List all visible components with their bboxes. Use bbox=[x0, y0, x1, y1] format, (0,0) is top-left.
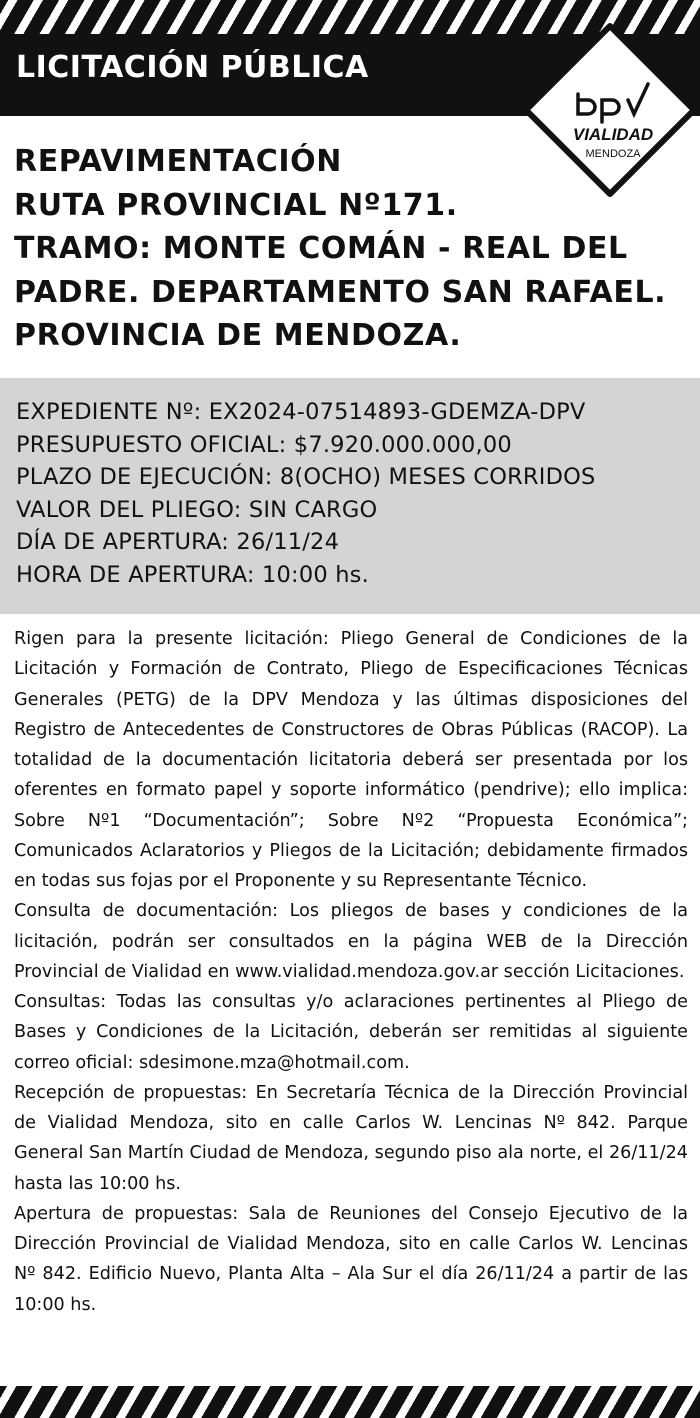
presupuesto-line: PRESUPUESTO OFICIAL: $7.920.000.000,00 bbox=[16, 431, 512, 458]
project-title-line: RUTA PROVINCIAL Nº171. bbox=[14, 187, 458, 223]
project-title-line: PROVINCIA DE MENDOZA. bbox=[14, 318, 462, 353]
logo-subname: MENDOZA bbox=[585, 148, 641, 160]
body-text bbox=[14, 624, 688, 1320]
hazard-stripe-bottom bbox=[0, 1386, 700, 1418]
logo-name: VIALIDAD bbox=[572, 125, 654, 144]
page-title: LICITACIÓN PÚBLICA bbox=[16, 50, 369, 85]
project-title-line: PADRE. DEPARTAMENTO SAN RAFAEL. bbox=[14, 274, 667, 310]
rigen-paragraph: Rigen para la presente licitación: Pliego General de Condiciones de la Licitación y Formación de Contrato, Pliego de Especificaciones Técnicas Generales (PETG) de la DPV Mendoza y las últimas disposiciones del Registro de Antecedentes de Constructores de Obras Públicas (RACOP). La totalidad de la documentación licitatoria deberá ser presentada por los oferentes en formato papel y soporte informático (pendrive); ello implica: Sobre Nº1 “Documentación”; Sobre Nº2 “Propuesta Económica”; Comunicados Aclaratorios y Pliegos de la Licitación; debidamente firmados en todas sus fojas por el Proponente y su Representante Técnico. bbox=[14, 629, 688, 891]
project-title bbox=[14, 140, 694, 358]
plazo-line: PLAZO DE EJECUCIÓN: 8(OCHO) MESES CORRIDOS bbox=[16, 464, 596, 491]
recepcion-paragraph: Recepción de propuestas: En Secretaría Técnica de la Dirección Provincial de Vialidad Mendoza, sito en calle Carlos W. Lencinas Nº 842. Parque General San Martín Ciudad de Mendoza, segundo piso ala norte, el 26/11/24 hasta las 10:00 hs. bbox=[14, 1082, 688, 1194]
info-lines bbox=[16, 396, 696, 592]
hora-apertura-line: HORA DE APERTURA: 10:00 hs. bbox=[16, 561, 369, 588]
dia-apertura-line: DÍA DE APERTURA: 26/11/24 bbox=[16, 529, 340, 556]
consultas-paragraph: Consultas: Todas las consultas y/o aclaraciones pertinentes al Pliego de Bases y Condiciones de la Licitación, deberán ser remitidas al siguiente correo oficial: sdesimone.mza@hotmail.com. bbox=[14, 992, 688, 1073]
consulta-documentacion-paragraph: Consulta de documentación: Los pliegos de bases y condiciones de la licitación, podrán ser consultados en la página WEB de la Dirección Provincial de Vialidad en www.vialidad.mendoza.gov.ar sección Licitaciones. bbox=[14, 901, 688, 982]
project-title-line: REPAVIMENTACIÓN bbox=[14, 144, 342, 179]
valor-line: VALOR DEL PLIEGO: SIN CARGO bbox=[16, 496, 378, 523]
expediente-line: EXPEDIENTE Nº: EX2024-07514893-GDEMZA-DPV bbox=[16, 399, 586, 425]
apertura-paragraph: Apertura de propuestas: Sala de Reuniones del Consejo Ejecutivo de la Dirección Provincial de Vialidad Mendoza, sito en calle Carlos W. Lencinas Nº 842. Edificio Nuevo, Planta Alta – Ala Sur el día 26/11/24 a partir de las 10:00 hs. bbox=[14, 1203, 688, 1315]
project-title-line: TRAMO: MONTE COMÁN - REAL DEL bbox=[14, 231, 628, 266]
